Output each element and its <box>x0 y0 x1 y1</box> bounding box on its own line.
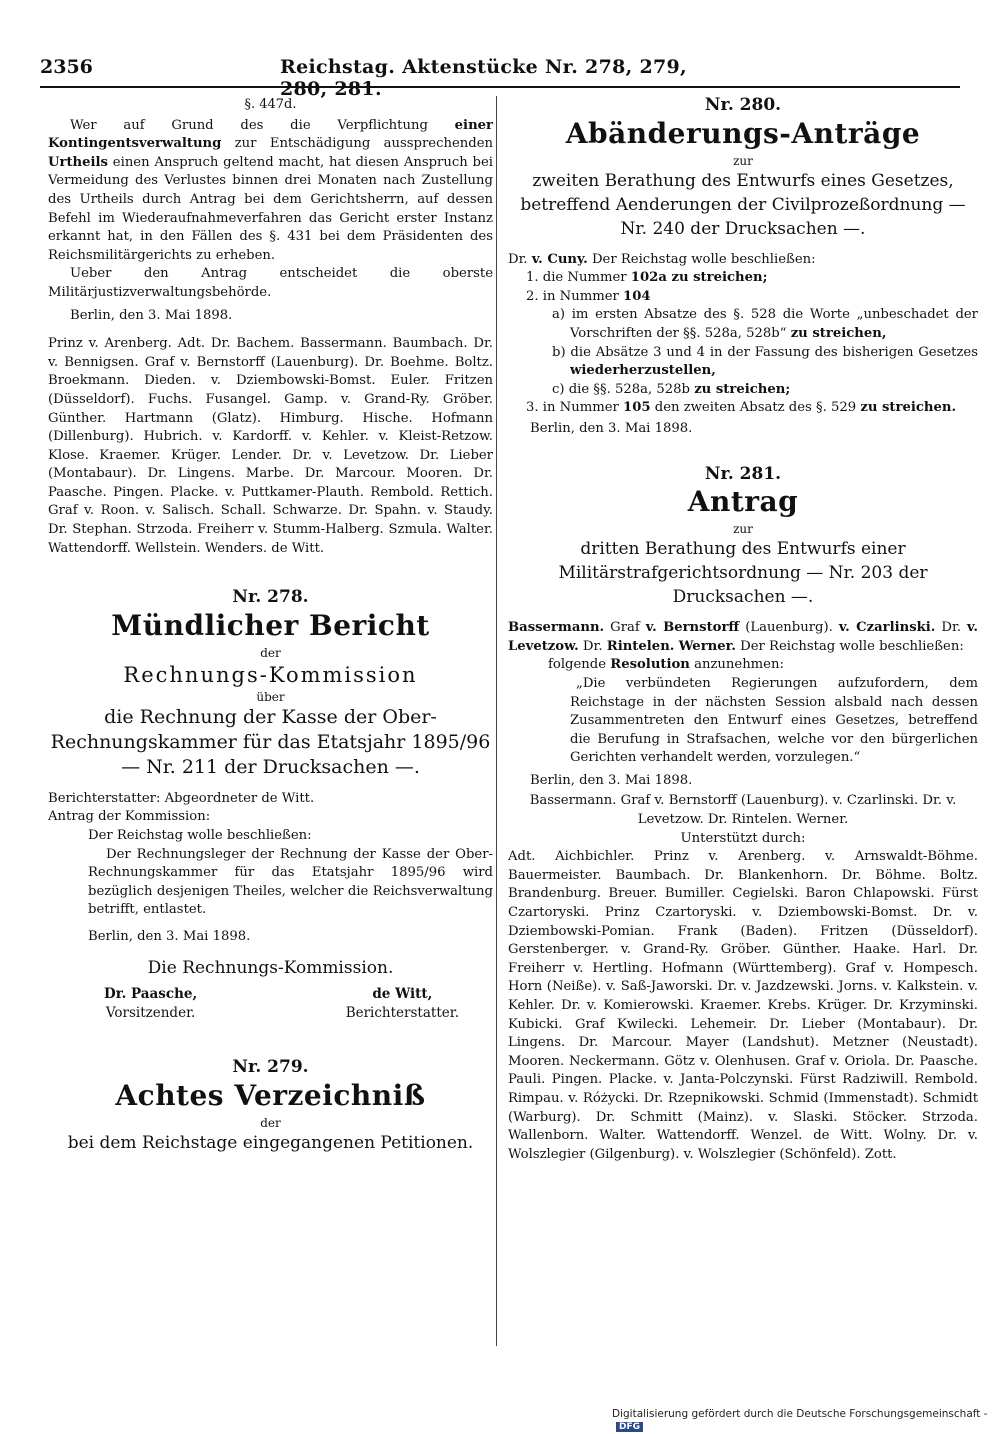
bold-span: Urtheils <box>48 154 108 170</box>
motion-items <box>508 399 978 418</box>
bold-span: zu streichen, <box>790 325 887 341</box>
footer-text: Digitalisierung gefördert durch die Deutsche Forschungsgemeinschaft - <box>612 1408 988 1420</box>
signature-reporter <box>346 985 459 1022</box>
doc-number: Nr. 278. <box>232 587 309 608</box>
mover-name: v. Bernstorff <box>645 620 740 636</box>
motion-subitems <box>508 306 978 399</box>
left-column <box>48 94 493 1155</box>
reporter-line: Berichterstatter: Abgeordneter de Witt. <box>48 790 315 806</box>
para-447d-second: Ueber den Antrag entscheidet die oberste Militärjustizverwaltungsbehörde. <box>48 266 493 300</box>
right-column <box>508 94 978 1164</box>
doc-title: Achtes Verzeichniß <box>115 1078 426 1112</box>
signature-chair <box>104 985 197 1022</box>
motion-subitem <box>552 306 978 343</box>
text-span: 2. in Nummer <box>526 288 619 304</box>
mover-name: v. Czarlinski. <box>838 620 936 636</box>
signer-role: Vorsitzender. <box>105 1004 196 1021</box>
mover-name: v. Levetzow. <box>508 620 978 654</box>
connector-word: zur <box>733 522 753 537</box>
movers-line <box>508 619 978 656</box>
signers-line: Bassermann. Graf v. Bernstorff (Lauenburg). v. Czarlinski. Dr. v. Levetzow. Dr. Rintelen. Werner. <box>529 793 957 828</box>
text-span: Dr. <box>941 620 962 636</box>
text-span: Wer auf Grund des die Verpflichtung <box>70 117 428 133</box>
resolution-intro <box>548 656 978 675</box>
mover-name: Werner. <box>678 638 736 654</box>
mover-name: Rintelen. <box>606 638 675 654</box>
spacer <box>48 325 493 335</box>
text-span: anzunehmen: <box>694 657 784 673</box>
doc-number: Nr. 279. <box>232 1057 309 1078</box>
spacer <box>508 609 978 619</box>
motion-heading: Antrag der Kommission: <box>48 809 211 825</box>
doc-subject: die Rechnung der Kasse der Ober-Rechnungskammer für das Etatsjahr 1895/96 — Nr. 211 der Drucksachen —. <box>50 705 491 778</box>
text-span: (Lauenburg). <box>745 620 833 636</box>
spacer <box>508 241 978 251</box>
doc-subject: bei dem Reichstage eingegangenen Petitionen. <box>67 1132 474 1153</box>
para-447d-text <box>48 117 493 266</box>
document-281 <box>508 465 978 1165</box>
document-279 <box>48 1058 493 1155</box>
signing-body: Die Rechnungs-Kommission. <box>147 957 394 978</box>
bold-span: 105 <box>623 400 651 416</box>
doc-title: Abänderungs-Anträge <box>565 116 921 150</box>
header-rule <box>40 86 960 88</box>
page-header <box>40 56 700 100</box>
connector-word: über <box>256 689 285 704</box>
bold-span: Resolution <box>610 657 690 673</box>
supporters-list: Adt. Aichbichler. Prinz v. Arenberg. v. Arnswaldt-Böhme. Bauermeister. Baumbach. Dr. Blankenhorn. Dr. Böhme. Boltz. Brandenburg. Breuer. Bumiller. Cegielski. Baron Chlapowski. Fürst Czartoryski. Prinz Czartoryski. v. Dziembowski-Bomst. Dr. v. Dziembowski-Pomian. Frank (Baden). Fritzen (Düsseldorf). Gerstenberger. v. Grand-Ry. Gröber. Günther. Haake. Harl. Dr. Freiherr v. Hertling. Hofmann (Württemberg). Graf v. Hompesch. Horn (Neiße). v. Saß-Jaworski. Dr. v. Jazdzewski. Jorns. v. Kalkstein. v. Kehler. Dr. v. Komierowski. Kraemer. Krebs. Krüger. Dr. Krzyminski. Kubicki. Graf Kwilecki. Lehemeir. Dr. Lieber (Montabaur). Dr. Lingens. Dr. Marcour. Mayer (Landshut). Metzner (Neustadt). Mooren. Neckermann. Götz v. Olenhusen. Graf v. Oriola. Dr. Paasche. Pauli. Pingen. Placke. v. Janta-Polczynski. Fürst Radziwill. Rembold. Rimpau. v. Różycki. Dr. Rzepnikowski. Schmid (Immenstadt). Schmidt (Warburg). Dr. Schmitt (Mainz). v. Slaski. Stöcker. Strzoda. Wallenborn. Walter. Wattendorff. Wenzel. de Witt. Wolny. Dr. v. Wolszlegier (Gilgenburg). v. Wolszlegier (Schönfeld). Zott. <box>508 849 978 1162</box>
section-heading-447d: §. 447d. <box>244 97 297 112</box>
text-span: Der Reichstag wolle beschließen: <box>740 638 964 654</box>
motion-intro <box>508 251 978 270</box>
mover-name: Bassermann. <box>508 620 605 636</box>
digitization-footer <box>612 1408 1000 1432</box>
motion-item <box>526 269 978 288</box>
mover-name: v. Cuny. <box>531 251 588 267</box>
text-span: einen Anspruch geltend macht, hat diesen Anspruch bei Vermeidung des Verlustes binnen drei Monaten nach Zustellung des Urtheils durch Antrag bei dem Gerichtsherrn, auf dessen Befehl im Wiederaufnahmeverfahren das Gericht erster Instanz erkannt hat, in den Fällen des §. 431 bei dem Präsidenten des Reichsmilitärgerichts zu erheben. <box>48 154 493 263</box>
signatures <box>104 985 459 1022</box>
supported-heading: Unterstützt durch: <box>680 830 806 846</box>
resolution-intro: Der Reichstag wolle beschließen: <box>88 828 312 844</box>
doc-number: Nr. 280. <box>704 95 782 115</box>
text-span: b) die Absätze 3 und 4 in der Fassung des bisherigen Gesetzes <box>552 344 978 360</box>
date-line: Berlin, den 3. Mai 1898. <box>88 929 251 944</box>
bold-span: zu streichen. <box>860 400 957 416</box>
connector-word: der <box>260 645 281 660</box>
bold-span: 104 <box>623 288 651 304</box>
bold-span: einer Kontingentsverwaltung <box>48 117 493 152</box>
spacer <box>48 780 493 790</box>
motion-subitem <box>552 381 978 400</box>
resolution-quote: „Die verbündeten Regierungen aufzufordern, dem Reichstage in der nächsten Session alsbald nach dessen Zusammentreten den Entwurf eines Gesetzes, betreffend die Berufung in Strafsachen, welche vor den bürgerlichen Gerichten verhandelt werden, vorzulegen.“ <box>570 675 978 766</box>
dfg-logo: DFG <box>616 1422 643 1432</box>
bold-span: zu streichen; <box>694 381 791 397</box>
signatory-names: Prinz v. Arenberg. Adt. Dr. Bachem. Bassermann. Baumbach. Dr. v. Bennigsen. Graf v. Bernstorff (Lauenburg). Dr. Boehme. Boltz. Broekmann. Dieden. v. Dziembowski-Bomst. Euler. Fritzen (Düsseldorf). Fuchs. Fusangel. Gamp. v. Grand-Ry. Gröber. Günther. Hartmann (Glatz). Himburg. Hische. Hofmann (Dillenburg). Hubrich. v. Kardorff. v. Kehler. v. Kleist-Retzow. Klose. Kraemer. Krüger. Lender. Dr. v. Levetzow. Dr. Lieber (Montabaur). Dr. Lingens. Marbe. Dr. Marcour. Mooren. Dr. Paasche. Pingen. Placke. v. Puttkamer-Plauth. Rembold. Rettich. Graf v. Roon. v. Salisch. Schall. Schwarze. Dr. Spahn. v. Staudy. Dr. Stephan. Strzoda. Freiherr v. Stumm-Halberg. Szmula. Walter. Wattendorff. Wellstein. Wenders. de Witt. <box>48 336 493 556</box>
text-span: c) die §§. 528a, 528b <box>552 381 690 397</box>
header-title: Reichstag. Aktenstücke Nr. 278, 279, 280, 281. <box>280 56 687 100</box>
text-span: zur Entschädigung aussprechenden <box>234 136 493 152</box>
bold-span: wiederherzustellen, <box>570 363 716 379</box>
connector-word: zur <box>733 153 753 168</box>
doc-subject: dritten Berathung des Entwurfs einer Militärstrafgerichtsordnung — Nr. 203 der Drucksachen —. <box>558 539 928 608</box>
document-280 <box>508 96 978 439</box>
doc-title: Antrag <box>687 485 799 519</box>
text-span: Graf <box>610 620 640 636</box>
signer-role: Berichterstatter. <box>345 1004 459 1021</box>
doc-title: Mündlicher Bericht <box>111 608 430 642</box>
text-span: a) im ersten Absatze des §. 528 die Worte „unbeschadet der Vorschriften der §§. 528a, 528b“ <box>552 307 978 341</box>
date-line: Berlin, den 3. Mai 1898. <box>530 420 693 436</box>
text-span: Der Reichstag wolle beschließen: <box>591 251 816 267</box>
motion-item <box>526 399 978 418</box>
doc-number: Nr. 281. <box>704 463 782 484</box>
text-span: 1. die Nummer <box>526 270 627 286</box>
text-span: den zweiten Absatz des §. 529 <box>654 400 857 416</box>
signer-name: Dr. Paasche, <box>104 986 198 1003</box>
text-span: folgende <box>548 657 607 673</box>
text-span: Dr. <box>582 638 603 654</box>
text-span: Dr. <box>508 251 528 267</box>
date-line: Berlin, den 3. Mai 1898. <box>530 772 693 788</box>
commission-name: Rechnungs-Kommission <box>123 662 418 687</box>
signer-name: de Witt, <box>372 986 433 1003</box>
motion-items <box>508 269 978 306</box>
doc-subject: zweiten Berathung des Entwurfs eines Gesetzes, betreffend Aenderungen der Civilprozeßordnung — Nr. 240 der Drucksachen —. <box>520 170 966 239</box>
column-divider <box>496 96 497 1346</box>
motion-subitem <box>552 344 978 381</box>
text-span: 3. in Nummer <box>526 400 619 416</box>
page-number: 2356 <box>40 56 93 78</box>
connector-word: der <box>260 1115 281 1130</box>
motion-item <box>526 288 978 307</box>
resolution-body: Der Rechnungsleger der Rechnung der Kasse der Ober-Rechnungskammer für das Etatsjahr 1895/96 wird bezüglich desjenigen Theiles, welcher die Reichsverwaltung betrifft, entlastet. <box>88 846 493 918</box>
date-line: Berlin, den 3. Mai 1898. <box>70 307 233 323</box>
bold-span: 102a zu streichen; <box>630 270 768 286</box>
document-278 <box>48 588 493 1022</box>
